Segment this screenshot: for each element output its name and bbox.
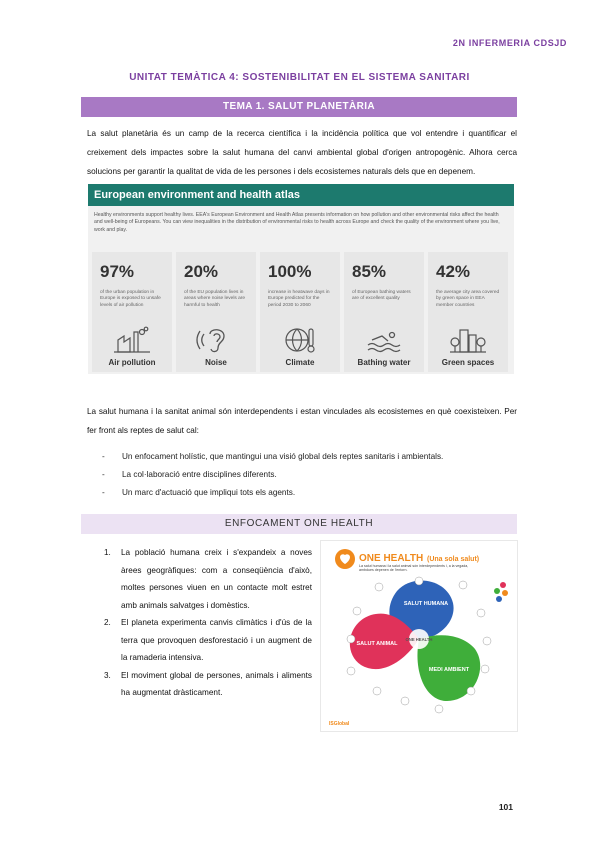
- atlas-card-label: Bathing water: [357, 358, 411, 367]
- svg-text:MEDI AMBIENT: [429, 667, 470, 673]
- list-item-text: Un marc d'actuació que impliqui tots els agents.: [122, 488, 296, 497]
- svg-text:SALUT ANIMAL: [356, 641, 398, 647]
- list-item-text: La col·laboració entre disciplines diferents.: [122, 470, 277, 479]
- one-health-tagline: La salut humana i la salut animal són interdependents i, a la vegada, ambdues depenen de l'entorn.: [359, 564, 469, 573]
- segment-human: SALUT HUMANA: [403, 601, 449, 607]
- ear-icon: [196, 326, 236, 354]
- atlas-card-label: Noise: [205, 358, 227, 367]
- atlas-card-label: Air pollution: [108, 358, 156, 367]
- numbered-list: [104, 544, 312, 702]
- svg-text:SALUT HUMANA: [404, 601, 448, 607]
- atlas-card-desc: increase in heatwave days in Europe predicted for the period 2030 to 2060: [268, 290, 330, 308]
- atlas-card-value: 97%: [100, 262, 135, 281]
- atlas-card-value: 42%: [436, 262, 471, 281]
- list-number: 1.: [104, 548, 111, 557]
- one-health-diagram: [321, 541, 517, 731]
- list-item: - Un enfocament holístic, que mantingui una visió global dels reptes sanitaris i ambientals.: [102, 452, 444, 461]
- atlas-card-value: 20%: [184, 262, 219, 281]
- atlas-card-green-spaces: [428, 252, 508, 372]
- segment-animal: SALUT ANIMAL: [356, 641, 398, 647]
- atlas-card-desc: the average city area covered by green space in EEA member countries: [436, 290, 500, 308]
- isglobal-logo: ISGlobal: [329, 721, 350, 727]
- atlas-card-label: Climate: [285, 358, 315, 367]
- list-item: - La col·laboració entre disciplines diferents.: [102, 470, 277, 479]
- factory-icon: [112, 326, 152, 354]
- one-health-infographic: [320, 540, 518, 732]
- swimmer-icon: [364, 326, 404, 354]
- atlas-card-desc: of European bathing waters are of excellent quality: [352, 290, 411, 302]
- atlas-card-value: 85%: [352, 262, 387, 281]
- list-item: - Un marc d'actuació que impliqui tots els agents.: [102, 488, 296, 497]
- list-number: 3.: [104, 670, 111, 680]
- page-number: 101: [498, 802, 513, 812]
- one-health-center-label: ONE HEALTH: [405, 637, 433, 642]
- one-health-title: ONE HEALTH: [359, 553, 424, 564]
- atlas-card-desc: of the urban population in Europe is exposed to unsafe levels of air pollution: [100, 290, 161, 308]
- unit-title: UNITAT TEMÀTICA 4: SOSTENIBILITAT EN EL SISTEMA SANITARI: [129, 72, 470, 83]
- thermometer-globe-icon: [280, 326, 320, 354]
- course-header: 2N INFERMERIA CDSJD: [452, 38, 567, 48]
- atlas-card-noise: [176, 252, 256, 372]
- atlas-card-bathing-water: [344, 252, 424, 372]
- atlas-intro: Healthy environments support healthy lives. EEA's European Environment and Health Atlas presents information on how pollution and other environmental risks affect the health and well-being of Europeans. You can view inequalities in the distribution of environmental risks to health across Europe and check the quality of the environment where you live, work and play.: [94, 212, 500, 233]
- atlas-title: European environment and health atlas: [88, 184, 514, 206]
- list-item-text: El moviment global de persones, animals i aliments ha augmentat dràsticament.: [121, 670, 312, 697]
- bullet-list: [102, 448, 522, 502]
- intro-paragraph: La salut planetària és un camp de la recerca científica i la incidència política que vol entendre i quantificar el creixement dels impactes sobre la salut humana del canvi ambiental global d'origen antropogènic. Alhora cerca solucions per garantir la qualitat de vida de les persones i dels ecosistemes naturals dels que en depenem.: [87, 129, 517, 176]
- list-item: [104, 544, 312, 614]
- atlas-card-climate: [260, 252, 340, 372]
- list-item: [104, 667, 312, 702]
- city-trees-icon: [448, 326, 488, 354]
- segment-environment: MEDI AMBIENT: [428, 667, 470, 673]
- list-item-text: La població humana creix i s'expandeix a noves àrees geogràfiques: com a conseqüència d'això, moltes persones viuen en un contacte molt estret amb animals salvatges i domèstics.: [121, 548, 312, 610]
- list-item-text: Un enfocament holístic, que mantingui una visió global dels reptes sanitaris i ambientals.: [122, 452, 444, 461]
- atlas-card-label: Green spaces: [441, 358, 495, 367]
- tema-title-bar: TEMA 1. SALUT PLANETÀRIA: [81, 97, 517, 117]
- atlas-card-air-pollution: [92, 252, 172, 372]
- list-item-text: El planeta experimenta canvis climàtics i d'ús de la terra que provoquen desforestació i un augment de la ramaderia intensiva.: [121, 618, 312, 662]
- one-health-section-bar: ENFOCAMENT ONE HEALTH: [81, 514, 517, 534]
- environment-health-atlas-image: [88, 184, 514, 374]
- second-paragraph: La salut humana i la sanitat animal són interdependents i estan vinculades als ecosistemes en què coexisteixen. Per fer front als reptes de salut cal:: [87, 407, 517, 435]
- atlas-card-value: 100%: [268, 262, 312, 281]
- list-item: [104, 614, 312, 667]
- one-health-subtitle: (Una sola salut): [427, 556, 480, 563]
- list-number: 2.: [104, 618, 111, 627]
- atlas-card-desc: of the EU population lives in areas where noise levels are harmful to health: [184, 290, 246, 308]
